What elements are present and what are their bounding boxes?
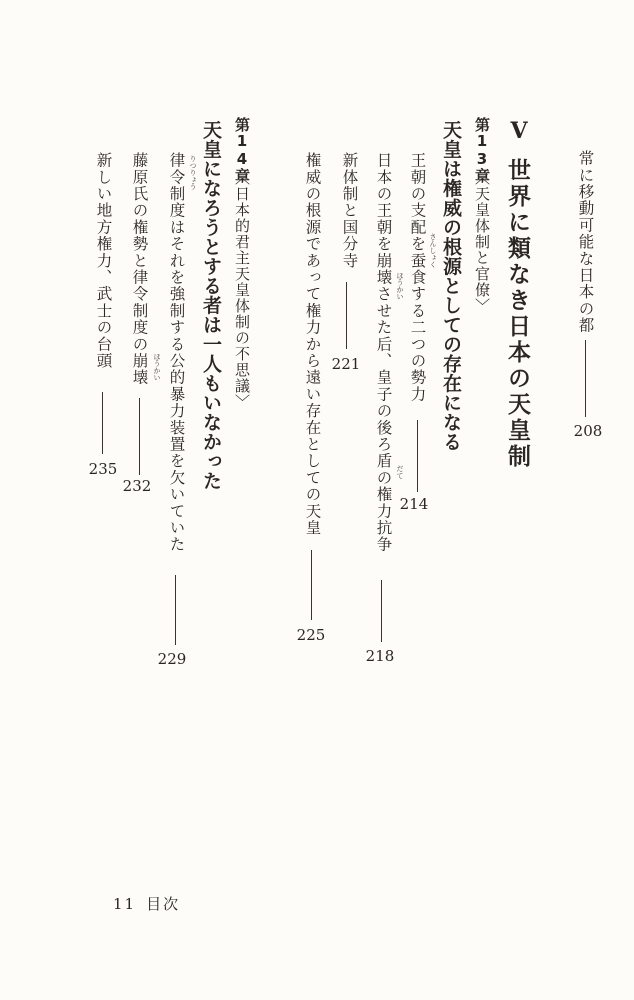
leader-line — [381, 580, 382, 642]
leader-line — [417, 420, 418, 492]
page-number: 225 — [296, 626, 326, 644]
toc-entry-text: 律令制度はそれを強制する公的暴力装置を欠いていた — [167, 152, 186, 553]
toc-entry-text: 常に移動可能な日本の都 — [576, 150, 595, 334]
toc-entry-text: 藤原氏の権勢と律令制度の崩壊 — [130, 152, 149, 386]
chapter-title: 天皇になろうとする者は一人もいなかった — [200, 120, 222, 491]
part-title: 世界に類なき日本の天皇制 — [504, 158, 531, 470]
leader-line — [585, 340, 586, 417]
chapter-subtitle: 〈天皇体制と官僚〉 — [473, 170, 491, 314]
leader-line — [175, 575, 176, 645]
ruby-reading: だて — [396, 465, 404, 479]
chapter-label: 第13章 — [473, 117, 491, 183]
leader-line — [311, 550, 312, 620]
footer-label: 目次 — [146, 895, 181, 913]
toc-entry-text: 新しい地方権力、武士の台頭 — [94, 152, 113, 370]
toc-entry-text: 日本の王朝を崩壊させた后、皇子の後ろ盾の権力抗争 — [374, 152, 393, 553]
ruby-reading: りつりょう — [189, 155, 197, 190]
toc-entry-text: 権威の根源であって権力から遠い存在としての天皇 — [303, 152, 322, 537]
page-number: 221 — [331, 355, 361, 373]
toc-entry-text: 王朝の支配を蚕食する二つの勢力 — [408, 152, 427, 403]
toc-entry-text: 新体制と国分寺 — [340, 152, 359, 269]
page-number: 235 — [88, 460, 118, 478]
page-number: 208 — [573, 422, 603, 440]
page-number: 214 — [399, 495, 429, 513]
ruby-reading: ほうかい — [153, 353, 161, 381]
ruby-reading: さんしょく — [429, 233, 437, 268]
page-footer — [113, 893, 190, 914]
chapter-title: 天皇は権威の根源としての存在になる — [440, 120, 462, 452]
page-number: 218 — [365, 647, 395, 665]
leader-line — [139, 398, 140, 475]
page-number: 232 — [122, 477, 152, 495]
ruby-reading: ほうかい — [396, 272, 404, 300]
chapter-subtitle: 〈日本的君主天皇体制の不思議〉 — [233, 170, 251, 410]
footer-page-number: 11 — [113, 895, 137, 913]
leader-line — [346, 282, 347, 349]
chapter-label: 第14章 — [233, 117, 251, 183]
page-number: 229 — [157, 650, 187, 668]
part-numeral: V — [506, 118, 532, 144]
leader-line — [102, 392, 103, 454]
